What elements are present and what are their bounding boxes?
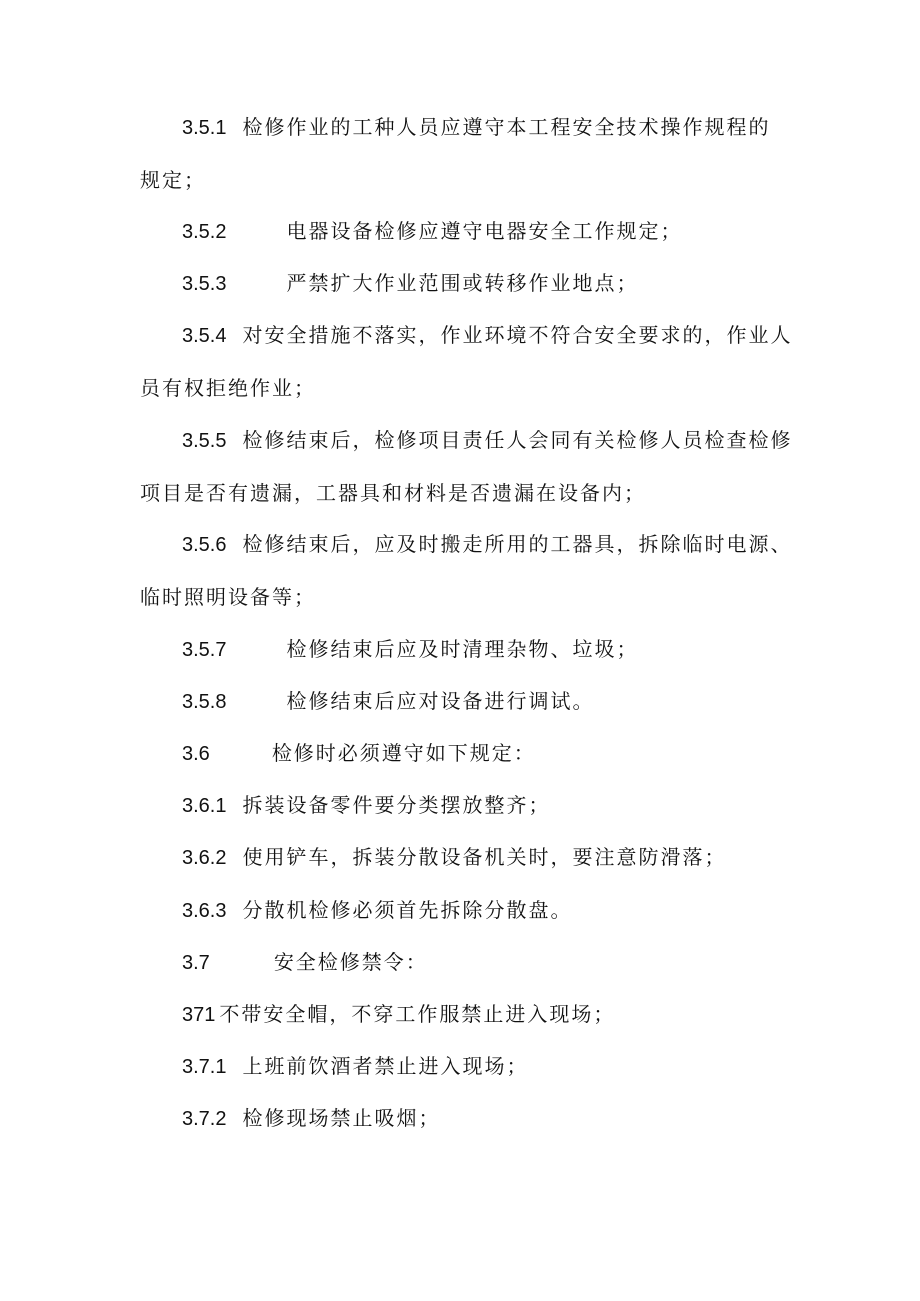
clause-number: 3.6: [182, 743, 210, 765]
paragraph-3-5-4: [182, 321, 792, 350]
clause-text: 检修结束后，检修项目责任人会同有关检修人员检查检修: [242, 428, 793, 452]
clause-text: 检修作业的工种人员应遵守本工程安全技术操作规程的: [242, 115, 771, 139]
clause-number: 3.5.5: [182, 430, 227, 452]
clause-number: 371: [182, 1004, 216, 1026]
clause-text-continued: 临时照明设备等；: [140, 585, 316, 609]
clause-text: 安全检修禁令：: [273, 950, 428, 974]
paragraph-3-7-2: [182, 1104, 440, 1133]
clause-text-continued: 项目是否有遗漏，工器具和材料是否遗漏在设备内；: [140, 481, 646, 505]
clause-number: 3.6.2: [182, 847, 227, 869]
clause-text-continued: 员有权拒绝作业；: [140, 376, 316, 400]
clause-number: 3.5.8: [182, 691, 227, 713]
paragraph-371: [182, 1000, 615, 1029]
clause-number: 3.7.2: [182, 1108, 227, 1130]
clause-text: 使用铲车，拆装分散设备机关时，要注意防滑落；: [242, 845, 727, 869]
paragraph-3-5-6: [182, 530, 792, 559]
clause-text: 上班前饮酒者禁止进入现场；: [242, 1054, 529, 1078]
clause-text: 检修结束后应对设备进行调试。: [286, 689, 595, 713]
clause-text: 检修时必须遵守如下规定：: [271, 741, 536, 765]
paragraph-3-5-5: [182, 426, 792, 455]
paragraph-3-6-3: [182, 896, 572, 925]
paragraph-3-5-7: [182, 635, 638, 664]
clause-text: 检修结束后，应及时搬走所用的工器具，拆除临时电源、: [242, 532, 793, 556]
paragraph-3-5-1: [182, 113, 770, 142]
clause-text-continued: 规定；: [140, 168, 206, 192]
paragraph-3-7-1: [182, 1052, 528, 1081]
clause-text: 不带安全帽，不穿工作服禁止进入现场；: [219, 1002, 616, 1026]
clause-text: 电器设备检修应遵守电器安全工作规定；: [286, 219, 683, 243]
clause-number: 3.5.7: [182, 639, 227, 661]
clause-text: 严禁扩大作业范围或转移作业地点；: [286, 271, 639, 295]
paragraph-continuation: [140, 479, 646, 507]
clause-text: 拆装设备零件要分类摆放整齐；: [242, 793, 551, 817]
paragraph-3-7: [182, 948, 428, 977]
paragraph-3-6-1: [182, 791, 550, 820]
clause-number: 3.6.3: [182, 900, 227, 922]
paragraph-3-5-3: [182, 269, 638, 298]
clause-number: 3.5.4: [182, 325, 227, 347]
clause-number: 3.7.1: [182, 1056, 227, 1078]
paragraph-continuation: [140, 166, 206, 194]
paragraph-3-5-8: [182, 687, 594, 716]
paragraph-3-6: [182, 739, 536, 768]
clause-number: 3.5.2: [182, 221, 227, 243]
clause-text: 分散机检修必须首先拆除分散盘。: [242, 898, 573, 922]
paragraph-3-6-2: [182, 843, 726, 872]
paragraph-3-5-2: [182, 217, 682, 246]
paragraph-continuation: [140, 583, 316, 611]
clause-text: 检修现场禁止吸烟；: [242, 1106, 441, 1130]
clause-number: 3.5.1: [182, 117, 227, 139]
clause-number: 3.6.1: [182, 795, 227, 817]
clause-text: 检修结束后应及时清理杂物、垃圾；: [286, 637, 639, 661]
paragraph-continuation: [140, 374, 316, 402]
clause-number: 3.5.6: [182, 534, 227, 556]
clause-number: 3.7: [182, 952, 210, 974]
clause-number: 3.5.3: [182, 273, 227, 295]
clause-text: 对安全措施不落实，作业环境不符合安全要求的，作业人: [242, 323, 793, 347]
